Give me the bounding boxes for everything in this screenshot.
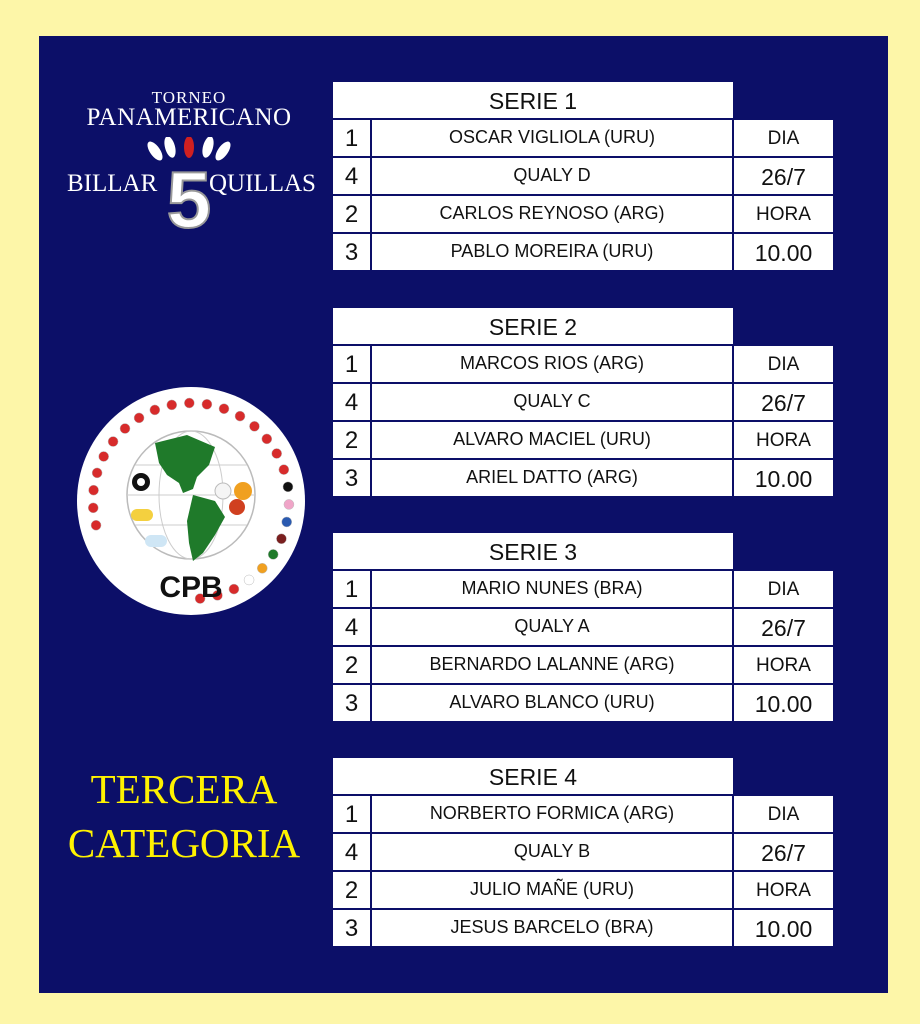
table-row — [333, 834, 833, 870]
seed-number: 2 — [333, 422, 370, 458]
tournament-logo — [63, 85, 315, 235]
table-row — [333, 422, 833, 458]
info-value: 10.00 — [734, 234, 833, 270]
seed-number: 1 — [333, 120, 370, 156]
cpb-text: CPB — [159, 571, 223, 604]
cpb-dot — [229, 584, 239, 594]
info-value: 10.00 — [734, 910, 833, 946]
player-name: ARIEL DATTO (ARG) — [372, 460, 732, 496]
cpb-dot — [150, 405, 160, 415]
cpb-dot — [268, 549, 278, 559]
player-name: JESUS BARCELO (BRA) — [372, 910, 732, 946]
table-row — [333, 158, 833, 194]
info-label: DIA — [734, 571, 833, 607]
serie-title: SERIE 1 — [333, 82, 733, 118]
player-name: QUALY D — [372, 158, 732, 194]
cpb-dot — [244, 575, 254, 585]
category-line1: TERCERA — [90, 766, 278, 812]
player-name: QUALY B — [372, 834, 732, 870]
cpb-dot — [283, 482, 293, 492]
table-row — [333, 346, 833, 382]
cpb-dot — [184, 398, 194, 408]
serie-title: SERIE 2 — [333, 308, 733, 344]
table-row — [333, 571, 833, 607]
table-row — [333, 196, 833, 232]
info-label: HORA — [734, 196, 833, 232]
info-label: DIA — [734, 120, 833, 156]
cpb-dot — [284, 499, 294, 509]
seed-number: 1 — [333, 571, 370, 607]
player-name: PABLO MOREIRA (URU) — [372, 234, 732, 270]
player-name: OSCAR VIGLIOLA (URU) — [372, 120, 732, 156]
seed-number: 4 — [333, 834, 370, 870]
info-label: HORA — [734, 647, 833, 683]
table-row — [333, 234, 833, 270]
table-row — [333, 685, 833, 721]
table-row — [333, 609, 833, 645]
category-line2: CATEGORIA — [67, 820, 301, 866]
logo-quillas-text: QUILLAS — [209, 170, 316, 197]
seed-number: 3 — [333, 685, 370, 721]
seed-number: 2 — [333, 872, 370, 908]
player-name: CARLOS REYNOSO (ARG) — [372, 196, 732, 232]
cpb-dot — [134, 413, 144, 423]
cpb-dot — [282, 517, 292, 527]
table-row — [333, 872, 833, 908]
seed-number: 1 — [333, 796, 370, 832]
info-value: 26/7 — [734, 158, 833, 194]
cpb-dot — [202, 399, 212, 409]
cpb-dot — [99, 451, 109, 461]
player-name: QUALY A — [372, 609, 732, 645]
seed-number: 2 — [333, 196, 370, 232]
table-row — [333, 460, 833, 496]
cpb-dot — [108, 437, 118, 447]
cpb-dot — [279, 465, 289, 475]
cpb-dot — [262, 434, 272, 444]
player-name: ALVARO MACIEL (URU) — [372, 422, 732, 458]
logo-torneo-text: TORNEO — [151, 88, 227, 107]
player-name: MARCOS RIOS (ARG) — [372, 346, 732, 382]
table-row — [333, 796, 833, 832]
seed-number: 4 — [333, 384, 370, 420]
cpb-dot — [167, 400, 177, 410]
info-label: DIA — [734, 796, 833, 832]
cpb-dot — [257, 563, 267, 573]
info-value: 10.00 — [734, 685, 833, 721]
player-name: QUALY C — [372, 384, 732, 420]
cpb-logo — [75, 385, 307, 617]
table-row — [333, 120, 833, 156]
seed-number: 4 — [333, 158, 370, 194]
cpb-dot — [89, 485, 99, 495]
player-name: BERNARDO LALANNE (ARG) — [372, 647, 732, 683]
logo-panamericano-text: PANAMERICANO — [86, 104, 292, 131]
info-value: 26/7 — [734, 609, 833, 645]
logo-billar-text: BILLAR — [67, 170, 158, 197]
cpb-dot — [88, 503, 98, 513]
player-name: ALVARO BLANCO (URU) — [372, 685, 732, 721]
info-label: DIA — [734, 346, 833, 382]
seed-number: 3 — [333, 910, 370, 946]
info-value: 26/7 — [734, 834, 833, 870]
serie-title: SERIE 3 — [333, 533, 733, 569]
seed-number: 4 — [333, 609, 370, 645]
serie-title: SERIE 4 — [333, 758, 733, 794]
seed-number: 3 — [333, 460, 370, 496]
cpb-dot — [249, 421, 259, 431]
info-value: 10.00 — [734, 460, 833, 496]
info-label: HORA — [734, 422, 833, 458]
cpb-dot — [276, 534, 286, 544]
cpb-dot — [91, 520, 101, 530]
cpb-dot — [92, 468, 102, 478]
logo-five-text: 5 — [166, 155, 212, 233]
info-value: 26/7 — [734, 384, 833, 420]
cpb-dot — [272, 449, 282, 459]
player-name: MARIO NUNES (BRA) — [372, 571, 732, 607]
seed-number: 1 — [333, 346, 370, 382]
player-name: JULIO MAÑE (URU) — [372, 872, 732, 908]
player-name: NORBERTO FORMICA (ARG) — [372, 796, 732, 832]
cpb-dot — [235, 411, 245, 421]
seed-number: 2 — [333, 647, 370, 683]
cpb-dot — [219, 404, 229, 414]
table-row — [333, 910, 833, 946]
cpb-dot — [120, 424, 130, 434]
table-row — [333, 647, 833, 683]
info-label: HORA — [734, 872, 833, 908]
table-row — [333, 384, 833, 420]
seed-number: 3 — [333, 234, 370, 270]
